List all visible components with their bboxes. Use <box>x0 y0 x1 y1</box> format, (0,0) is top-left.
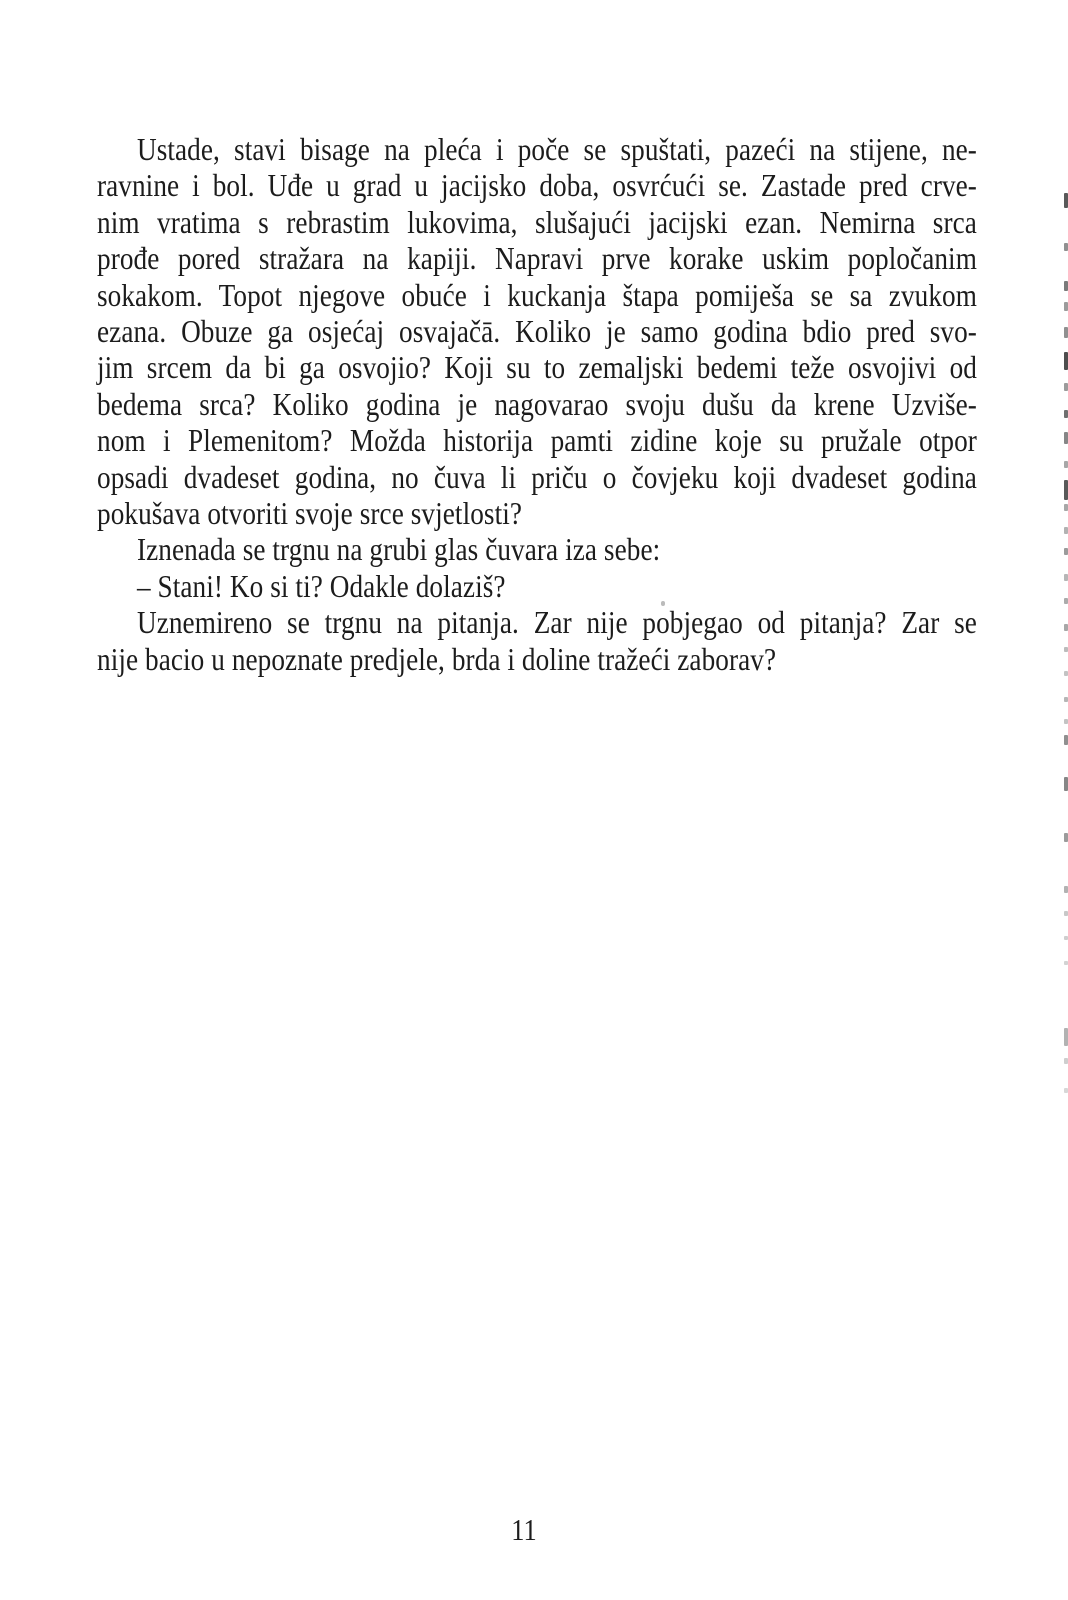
scan-edge-mark <box>1064 833 1068 842</box>
text-line: sokakom. Topot njegove obuće i kuckanja štapa pomiješa se sa zvukom <box>97 276 977 313</box>
text-line: ravnine i bol. Uđe u grad u jacijsko doba, osvrćući se. Zastade pred crve- <box>97 167 977 204</box>
body-text <box>97 131 977 677</box>
scan-edge-mark <box>1064 432 1068 444</box>
scan-edge-mark <box>1064 647 1068 652</box>
scan-edge-mark <box>1064 302 1068 311</box>
scan-edge-mark <box>1064 410 1068 418</box>
text-line: prođe pored stražara na kapiji. Napravi prve korake uskim popločanim <box>97 240 977 277</box>
scan-edge-mark <box>1064 961 1068 965</box>
scan-edge-mark <box>1064 574 1068 581</box>
scan-edge-mark <box>1064 697 1068 702</box>
scan-edge-mark <box>1064 383 1068 391</box>
scan-edge-mark <box>1064 480 1068 500</box>
text-line: – Stani! Ko si ti? Odakle dolaziš? <box>136 567 506 604</box>
scan-edge-mark <box>1064 598 1068 604</box>
scan-edge-mark <box>1064 886 1068 893</box>
scan-edge-mark <box>1064 461 1068 468</box>
scan-edge-mark <box>1064 1088 1068 1093</box>
scan-edge-mark <box>1064 327 1068 338</box>
scan-edge-mark <box>1064 352 1068 370</box>
text-line: nim vratima s rebrastim lukovima, slušajući jacijski ezan. Nemirna srca <box>97 203 977 240</box>
text-line: jim srcem da bi ga osvojio? Koji su to zemaljski bedemi teže osvojivi od <box>97 349 977 386</box>
text-line: Ustade, stavi bisage na pleća i poče se spuštati, pazeći na stijene, ne- <box>136 131 977 167</box>
scan-edge-mark <box>1064 504 1068 511</box>
scan-edge-mark <box>1064 1028 1068 1046</box>
text-line: Iznenada se trgnu na grubi glas čuvara iza sebe: <box>136 531 661 568</box>
text-line: nom i Plemenitom? Možda historija pamti zidine koje su pružale otpor <box>97 422 977 459</box>
scan-speck <box>661 601 665 606</box>
scan-edge-mark <box>1064 719 1068 724</box>
scan-edge-mark <box>1064 911 1068 916</box>
scan-edge-mark <box>1064 936 1068 940</box>
scan-edge-mark <box>1064 777 1068 791</box>
scan-edge-mark <box>1064 624 1068 631</box>
text-line: bedema srca? Koliko godina je nagovarao svoju dušu da krene Uzviše- <box>97 385 977 422</box>
text-line: nije bacio u nepoznate predjele, brda i doline tražeći zaborav? <box>97 640 777 677</box>
scan-edge-mark <box>1064 671 1068 676</box>
scan-edge-mark <box>1064 281 1068 291</box>
scan-edge-mark <box>1064 548 1068 555</box>
text-line: opsadi dvadeset godina, no čuva li priču o čovjeku koji dvadeset godina <box>97 458 977 495</box>
scan-edge-mark <box>1064 735 1068 745</box>
scan-edge-artifacts <box>1062 0 1068 1600</box>
scan-edge-mark <box>1064 243 1068 251</box>
scan-edge-mark <box>1064 1058 1068 1064</box>
text-line: Uznemireno se trgnu na pitanja. Zar nije pobjegao od pitanja? Zar se <box>136 604 977 641</box>
scan-edge-mark <box>1064 193 1068 208</box>
scan-edge-mark <box>1064 527 1068 534</box>
text-line: ezana. Obuze ga osjećaj osvajačā. Koliko je samo godina bdio pred svo- <box>97 313 977 350</box>
text-line: pokušava otvoriti svoje srce svjetlosti? <box>97 495 523 532</box>
page-number: 11 <box>511 1512 537 1547</box>
